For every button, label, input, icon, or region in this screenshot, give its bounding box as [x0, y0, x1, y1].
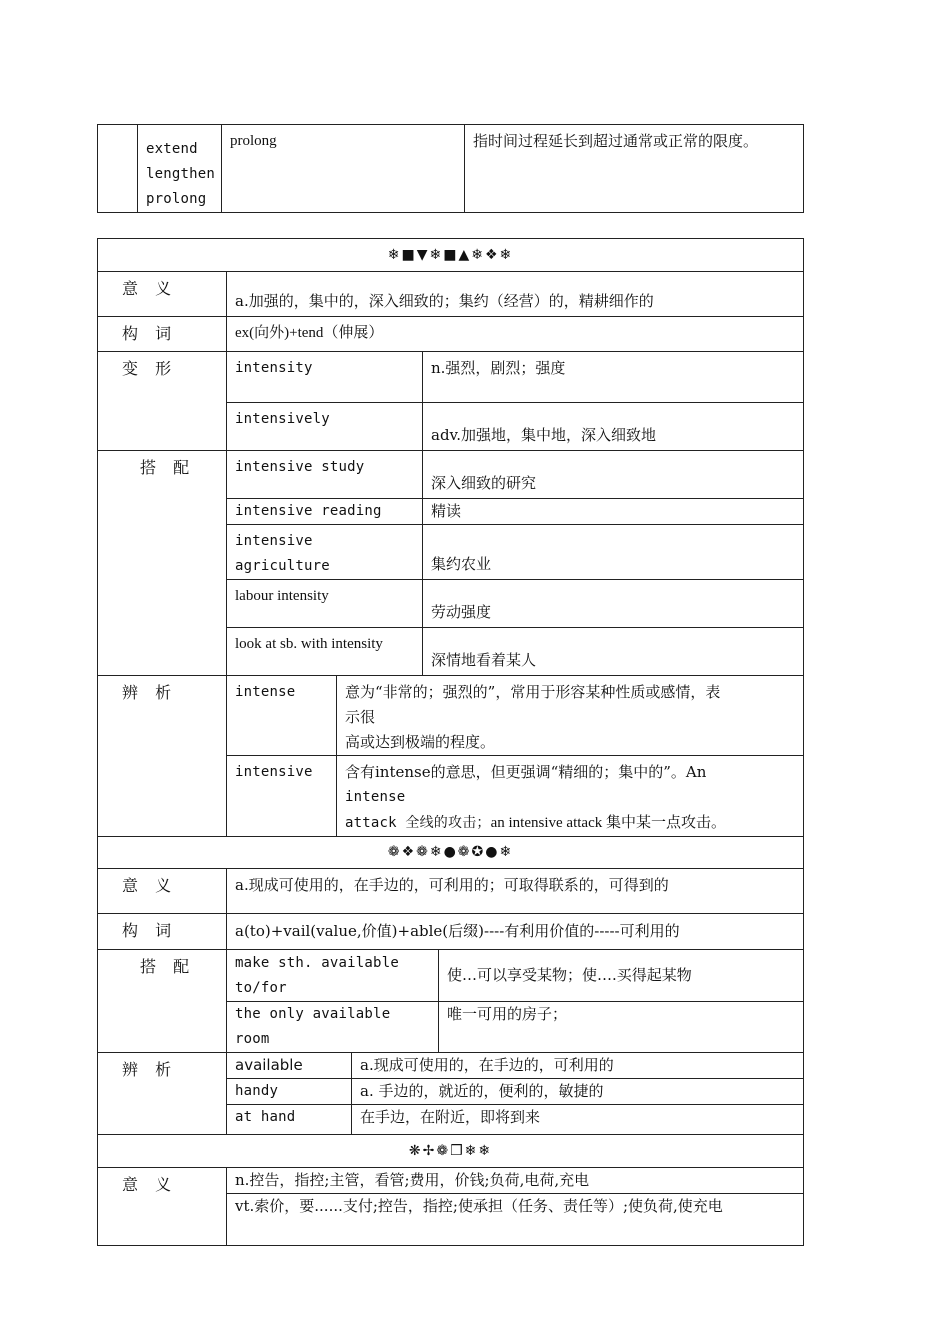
label-meaning: 意 义 — [98, 1168, 227, 1246]
collocation-def: 深情地看着某人 — [423, 628, 804, 676]
intensive-meaning: a.加强的，集中的，深入细致的；集约（经营）的，精耕细作的 — [227, 272, 804, 317]
word-list-item: lengthen — [146, 166, 216, 182]
collocation-phrase: look at sb. with intensity — [227, 628, 423, 676]
distinction-word: handy — [227, 1079, 352, 1105]
distinction-def — [337, 676, 804, 756]
distinction-line: 高或达到极端的程度。 — [345, 733, 496, 751]
distinction-line: intense — [345, 789, 406, 805]
distinction-word: at hand — [227, 1105, 352, 1135]
variant-def: adv.加强地，集中地，深入细致地 — [423, 403, 804, 451]
collocation-def: 唯一可用的房子； — [439, 1002, 804, 1053]
word-list-item: prolong — [146, 191, 207, 207]
collocation-phrase: intensive agriculture — [227, 525, 423, 580]
variant-def: n.强烈，剧烈；强度 — [423, 352, 804, 403]
label-meaning: 意 义 — [98, 869, 227, 914]
collocation-phrase: intensive reading — [227, 499, 423, 525]
label-meaning: 意 义 — [98, 272, 227, 317]
prolong-word: prolong — [222, 125, 465, 213]
available-header: ❁❖❁❄●❁✪●❄ — [98, 837, 804, 869]
charge-meaning-noun: n.控告，指控;主管，看管;费用，价钱;负荷,电荷,充电 — [227, 1168, 804, 1194]
label-collocations: 搭 配 — [98, 950, 227, 1053]
variant-word: intensity — [227, 352, 423, 403]
distinction-word: intensive — [227, 756, 337, 837]
label-distinction: 辨 析 — [98, 1053, 227, 1135]
top-table — [97, 124, 804, 213]
distinction-def: a. 手边的，就近的，便利的，敏捷的 — [352, 1079, 804, 1105]
collocation-def: 使…可以享受某物；使….买得起某物 — [439, 950, 804, 1002]
available-meaning: a.现成可使用的，在手边的，可利用的；可取得联系的，可得到的 — [227, 869, 804, 914]
label-distinction: 辨 析 — [98, 676, 227, 837]
collocation-def: 劳动强度 — [423, 580, 804, 628]
variant-word: intensively — [227, 403, 423, 451]
collocation-def: 集约农业 — [423, 525, 804, 580]
distinction-line — [345, 810, 795, 836]
collocation-phrase: intensive study — [227, 451, 423, 499]
collocation-phrase-line: to/for — [235, 980, 287, 996]
distinction-line: 含有intense的意思，但更强调“精细的；集中的”。An — [345, 763, 707, 781]
distinction-line: 意为“非常的；强烈的”，常用于形容某种性质或感情，表 — [345, 683, 721, 701]
prolong-meaning: 指时间过程延长到超过通常或正常的限度。 — [465, 125, 804, 213]
label-variants: 变 形 — [98, 352, 227, 451]
collocation-def: 精读 — [423, 499, 804, 525]
charge-meaning-verb: vt.索价，要......支付;控告，指控;使承担（任务、责任等）;使负荷,使充电 — [227, 1194, 804, 1246]
label-collocations: 搭 配 — [98, 451, 227, 676]
distinction-line-b: an intensive attack 集中某一点攻击。 — [490, 815, 726, 831]
label-formation: 构 词 — [98, 317, 227, 352]
distinction-word: available — [227, 1053, 352, 1079]
intensive-formation: ex(向外)+tend（伸展） — [227, 317, 804, 352]
word-list — [138, 125, 222, 213]
collocation-phrase-line: make sth. available — [235, 955, 399, 971]
available-formation: a(to)+vail(value,价值)+able(后缀)----有利用价值的-----可利用的 — [227, 914, 804, 950]
vocab-table — [97, 238, 804, 1246]
distinction-line: 示很 — [345, 708, 376, 726]
collocation-phrase — [227, 950, 439, 1002]
distinction-word: intense — [227, 676, 337, 756]
collocation-def: 深入细致的研究 — [423, 451, 804, 499]
intensive-header: ❄■▼❄■▲❄❖❄ — [98, 239, 804, 272]
distinction-line-a: attack 全线的攻击； — [345, 815, 491, 831]
word-list-item: extend — [146, 141, 198, 157]
blank-cell — [98, 125, 138, 213]
distinction-def: a.现成可使用的，在手边的，可利用的 — [352, 1053, 804, 1079]
charge-header: ❋✢❁❒❄❄ — [98, 1135, 804, 1168]
collocation-phrase: labour intensity — [227, 580, 423, 628]
distinction-def — [337, 756, 804, 837]
label-formation: 构 词 — [98, 914, 227, 950]
collocation-phrase: the only available room — [227, 1002, 439, 1053]
distinction-def: 在手边，在附近，即将到来 — [352, 1105, 804, 1135]
